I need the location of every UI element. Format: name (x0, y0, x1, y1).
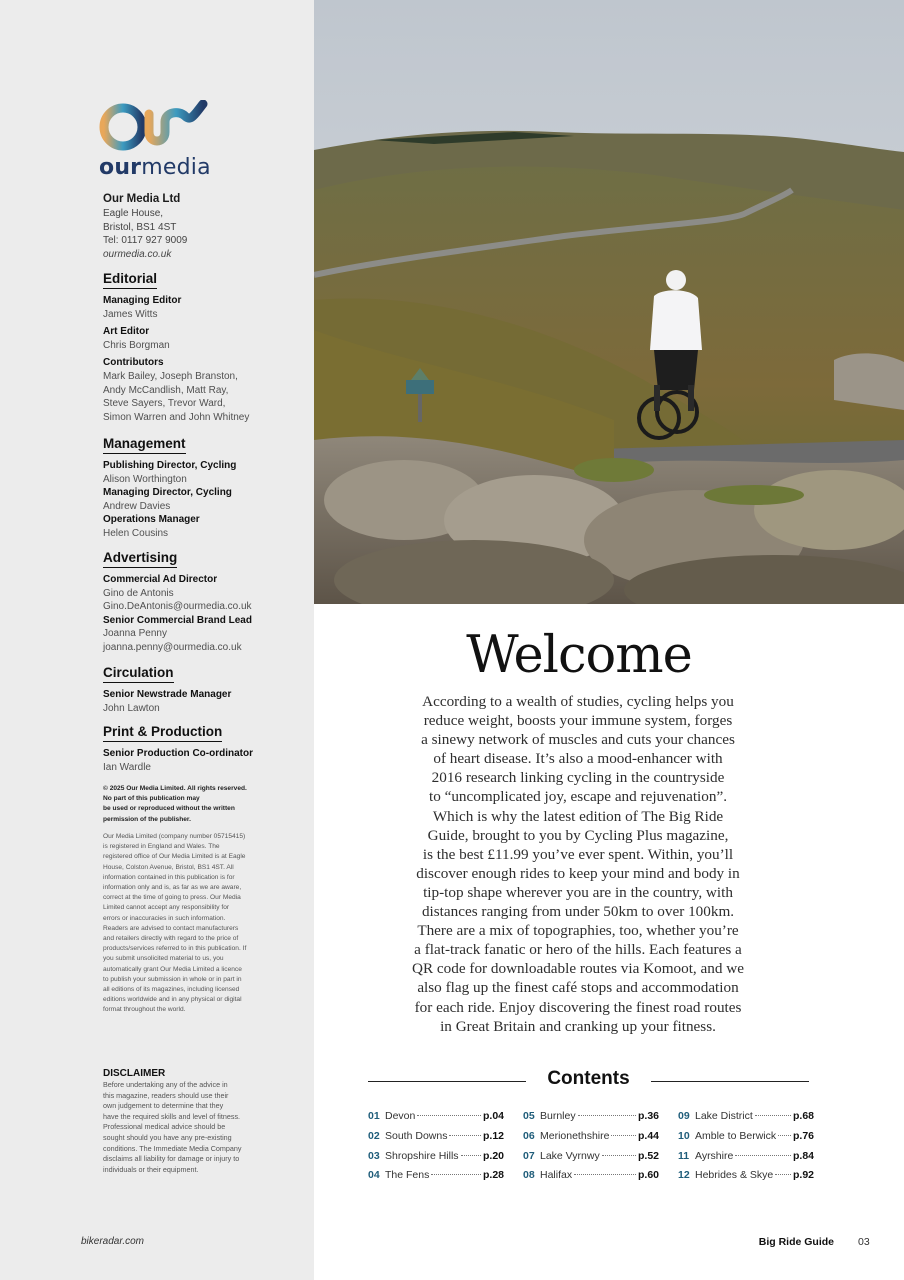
contents-entry[interactable]: 10 Amble to Berwick p.76 (678, 1129, 814, 1142)
hero-photo-cyclist (314, 0, 904, 604)
contents-column-3 (678, 1110, 814, 1189)
contributors-line: Mark Bailey, Joseph Branston, (103, 370, 238, 382)
contents-entry[interactable]: 08 Halifax p.60 (523, 1169, 659, 1182)
person-name: Helen Cousins (103, 527, 169, 539)
role-title: Art Editor (103, 326, 150, 338)
person-name: Joanna Penny (103, 628, 167, 640)
contributors-line: Steve Sayers, Trevor Ward, (103, 398, 226, 410)
contents-entry[interactable]: 06 Merionethshire p.44 (523, 1129, 659, 1142)
page-number: 03 (858, 1236, 870, 1248)
contents-column-2 (523, 1110, 659, 1189)
credits-sidebar (0, 0, 314, 1280)
role-title: Contributors (103, 357, 164, 369)
contents-entry[interactable]: 01 Devon p.04 (368, 1110, 504, 1122)
contents-entry[interactable]: 04 The Fens p.28 (368, 1169, 504, 1182)
role-title: Managing Editor (103, 295, 182, 306)
copyright-notice: © 2025 Our Media Limited. All rights reserved. No part of this publication may be used or reproduced without the written permission of the publisher. (103, 785, 247, 823)
footer-publication: Big Ride Guide (758, 1236, 834, 1248)
management-section (103, 435, 303, 541)
role-title: Senior Production Co-ordinator (103, 748, 253, 759)
address-line: Bristol, BS1 4ST (103, 221, 177, 233)
email-link[interactable]: Gino.DeAntonis@ourmedia.co.uk (103, 601, 252, 613)
role-title: Operations Manager (103, 514, 200, 526)
disclaimer-title: DISCLAIMER (103, 1068, 166, 1079)
legal-notice: Our Media Limited (company number 05715415) is registered in England and Wales. The registered office of Our Media Limited is at Eagle House, Colston Avenue, Bristol, BS1 4ST. All information contained in this publication is for information only and is, as far as we are aware, correct at the time of going to press. Our Media Limited cannot accept any responsibility for errors or inaccuracies in such information. Readers are advised to contact manufacturers and retailers directly with regard to the price of products/services referred to in this publication. If you submit unsolicited material to us, you automatically grant Our Media Limited a licence to publish your submission in whole or in part in all editions of its magazines, including licensed editions worldwide and in any physical or digital format throughout the world. (103, 833, 247, 1014)
editorial-section (103, 270, 303, 424)
ourmedia-wordmark: ourmedia (99, 155, 211, 180)
disclaimer-body: Before undertaking any of the advice in this magazine, readers should use their own judgement to determine that they have the required skills and level of fitness. Professional medical advice should be sought should you have any pre-existing conditions. The Immediate Media Company disclaims all liability for damage or injury to individuals or their equipment. (103, 1080, 242, 1174)
contributors-line: Andy McCandlish, Matt Ray, (103, 384, 229, 396)
publisher-address (103, 192, 293, 261)
contents-entry[interactable]: 11 Ayrshire p.84 (678, 1149, 814, 1162)
contents-entry[interactable]: 05 Burnley p.36 (523, 1110, 659, 1122)
contents-entry[interactable]: 03 Shropshire Hills p.20 (368, 1149, 504, 1162)
footer-website[interactable]: bikeradar.com (81, 1236, 144, 1247)
person-name: John Lawton (103, 702, 160, 714)
section-heading: Print & Production (103, 723, 222, 742)
role-title: Senior Newstrade Manager (103, 689, 232, 700)
role-title: Publishing Director, Cycling (103, 460, 237, 471)
ourmedia-logo-mark (99, 100, 211, 154)
section-heading: Circulation (103, 664, 174, 683)
person-name: Alison Worthington (103, 473, 187, 485)
role-title: Senior Commercial Brand Lead (103, 614, 252, 626)
disclaimer (103, 1068, 268, 1175)
production-section (103, 723, 303, 774)
person-name: Chris Borgman (103, 339, 170, 351)
person-name: James Witts (103, 308, 158, 320)
circulation-section (103, 664, 303, 715)
advertising-section (103, 549, 303, 655)
section-heading: Editorial (103, 270, 157, 289)
contents-title: Contents (547, 1068, 630, 1089)
email-link[interactable]: joanna.penny@ourmedia.co.uk (103, 641, 242, 653)
welcome-title: Welcome (466, 626, 692, 685)
website-link[interactable]: ourmedia.co.uk (103, 248, 172, 260)
person-name: Andrew Davies (103, 500, 171, 512)
section-heading: Advertising (103, 549, 177, 568)
contents-heading (368, 1068, 809, 1094)
welcome-intro-text: According to a wealth of studies, cycling helps you reduce weight, boosts your immune system, forges a sinewy network of muscles and cuts your chances of heart disease. It’s also a mood-enhancer with 2016 research linking cycling in the countryside to “uncomplicated joy, escape and rejuvenation”. Which is why the latest edition of The Big Ride Guide, brought to you by Cycling Plus magazine, is the best £11.99 you’ve ever spent. Within, you’ll discover enough rides to keep your mind and body in tip-top shape wherever you are in the country, with distances ranging from under 50km to over 100km. There are a mix of topographies, too, whether you’re a flat-track fanatic or hero of the hills. Each features a QR code for downloadable routes via Komoot, and we also flag up the finest café stops and accommodation for each ride. Enjoy discovering the finest road routes in Great Britain and cranking up your fitness. (412, 693, 744, 1035)
person-name: Gino de Antonis (103, 587, 174, 599)
contents-entry[interactable]: 09 Lake District p.68 (678, 1110, 814, 1122)
role-title: Commercial Ad Director (103, 574, 218, 585)
ourmedia-logo (99, 100, 211, 182)
contributors-line: Simon Warren and John Whitney (103, 411, 250, 423)
telephone: Tel: 0117 927 9009 (103, 235, 188, 247)
section-heading: Management (103, 435, 186, 454)
contents-entry[interactable]: 12 Hebrides & Skye p.92 (678, 1169, 814, 1182)
contents-entry[interactable]: 07 Lake Vyrnwy p.52 (523, 1149, 659, 1162)
company-name: Our Media Ltd (103, 193, 181, 205)
contents-entry[interactable]: 02 South Downs p.12 (368, 1129, 504, 1142)
contents-column-1 (368, 1110, 504, 1189)
person-name: Ian Wardle (103, 761, 151, 773)
role-title: Managing Director, Cycling (103, 487, 232, 499)
address-line: Eagle House, (103, 208, 164, 219)
heading-rule-right (651, 1081, 809, 1082)
